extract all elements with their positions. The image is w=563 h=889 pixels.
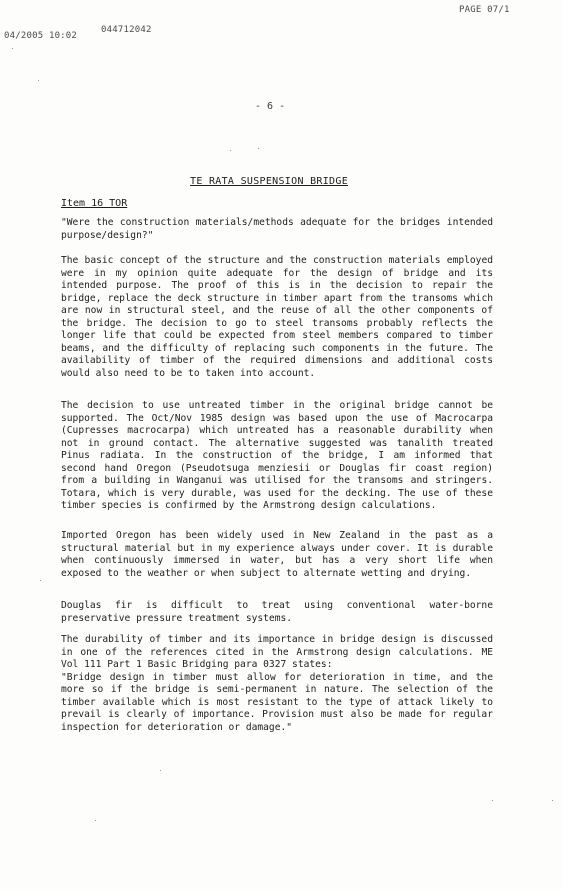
paragraph-untreated-timber: The decision to use untreated timber in the original bridge cannot be supported. The Oct/Nov 1985 design was based upon the use of Macrocarpa (Cupresses macrocarpa) which untreated has a reasonable durability when not in ground contact. The alternative suggested was tanalith treated Pinus radiata. In the construction of the bridge, I am informed that second hand Oregon (Pseudotsuga menziesii or Douglas fir coast region) from a building in Wanganui was utilised for the transoms and stringers. Totara, which is very durable, was used for the decking. The use of these timber species is confirmed by the Armstrong design calculations. bbox=[61, 400, 493, 511]
paragraph-durability: The durability of timber and its importance in bridge design is discussed in one of the references cited in the Armstrong design calculations. ME Vol 111 Part 1 Basic Bridging para 0327 states: "Bridge design in timber must allow for deterioration in time, and the more so if the bridge is semi-permanent in nature. The selection of the timber available which is most resistant to the type of attack likely to prevail is clearly of importance. Provision must also be made for regular inspection for deterioration or damage." bbox=[61, 634, 493, 733]
page-number: - 6 - bbox=[255, 101, 286, 112]
scan-speck bbox=[95, 820, 96, 821]
paragraph-question: "Were the construction materials/methods adequate for the bridges intended purpose/design?" bbox=[61, 217, 493, 241]
scan-speck bbox=[258, 148, 259, 149]
paragraph-imported-oregon: Imported Oregon has been widely used in New Zealand in the past as a structural material but in my experience always under cover. It is durable when continuously immersed in water, but has a very short life when exposed to the weather or when subject to alternate wetting and drying. bbox=[61, 530, 493, 579]
scan-speck bbox=[230, 150, 231, 151]
paragraph-basic-concept: The basic concept of the structure and the construction materials employed were in my opinion quite adequate for the design of bridge and its intended purpose. The proof of this is in the decision to repair the bridge, replace the deck structure in timber apart from the transoms which are now in structural steel, and the reuse of all the other components of the bridge. The decision to go to steel transoms probably reflects the longer life that could be expected from steel members compared to timber beams, and the difficulty of replacing such components in the future. The availability of timber of the required dimensions and additional costs would also need to be to taken into account. bbox=[61, 255, 493, 379]
document-title: TE RATA SUSPENSION BRIDGE bbox=[190, 176, 349, 187]
fax-page-indicator: PAGE 07/1 bbox=[459, 5, 510, 15]
scan-speck bbox=[40, 580, 41, 581]
scan-speck bbox=[38, 80, 39, 81]
scan-speck bbox=[492, 800, 493, 801]
fax-number: 044712042 bbox=[101, 25, 152, 35]
fax-date-time: 04/2005 10:02 bbox=[4, 31, 78, 41]
scan-speck bbox=[160, 770, 161, 771]
scan-speck bbox=[12, 48, 13, 49]
item-heading: Item 16 TOR bbox=[61, 198, 128, 209]
scan-speck bbox=[552, 800, 553, 801]
paragraph-douglas-fir: Douglas fir is difficult to treat using conventional water-borne preservative pressure treatment systems. bbox=[61, 600, 493, 624]
